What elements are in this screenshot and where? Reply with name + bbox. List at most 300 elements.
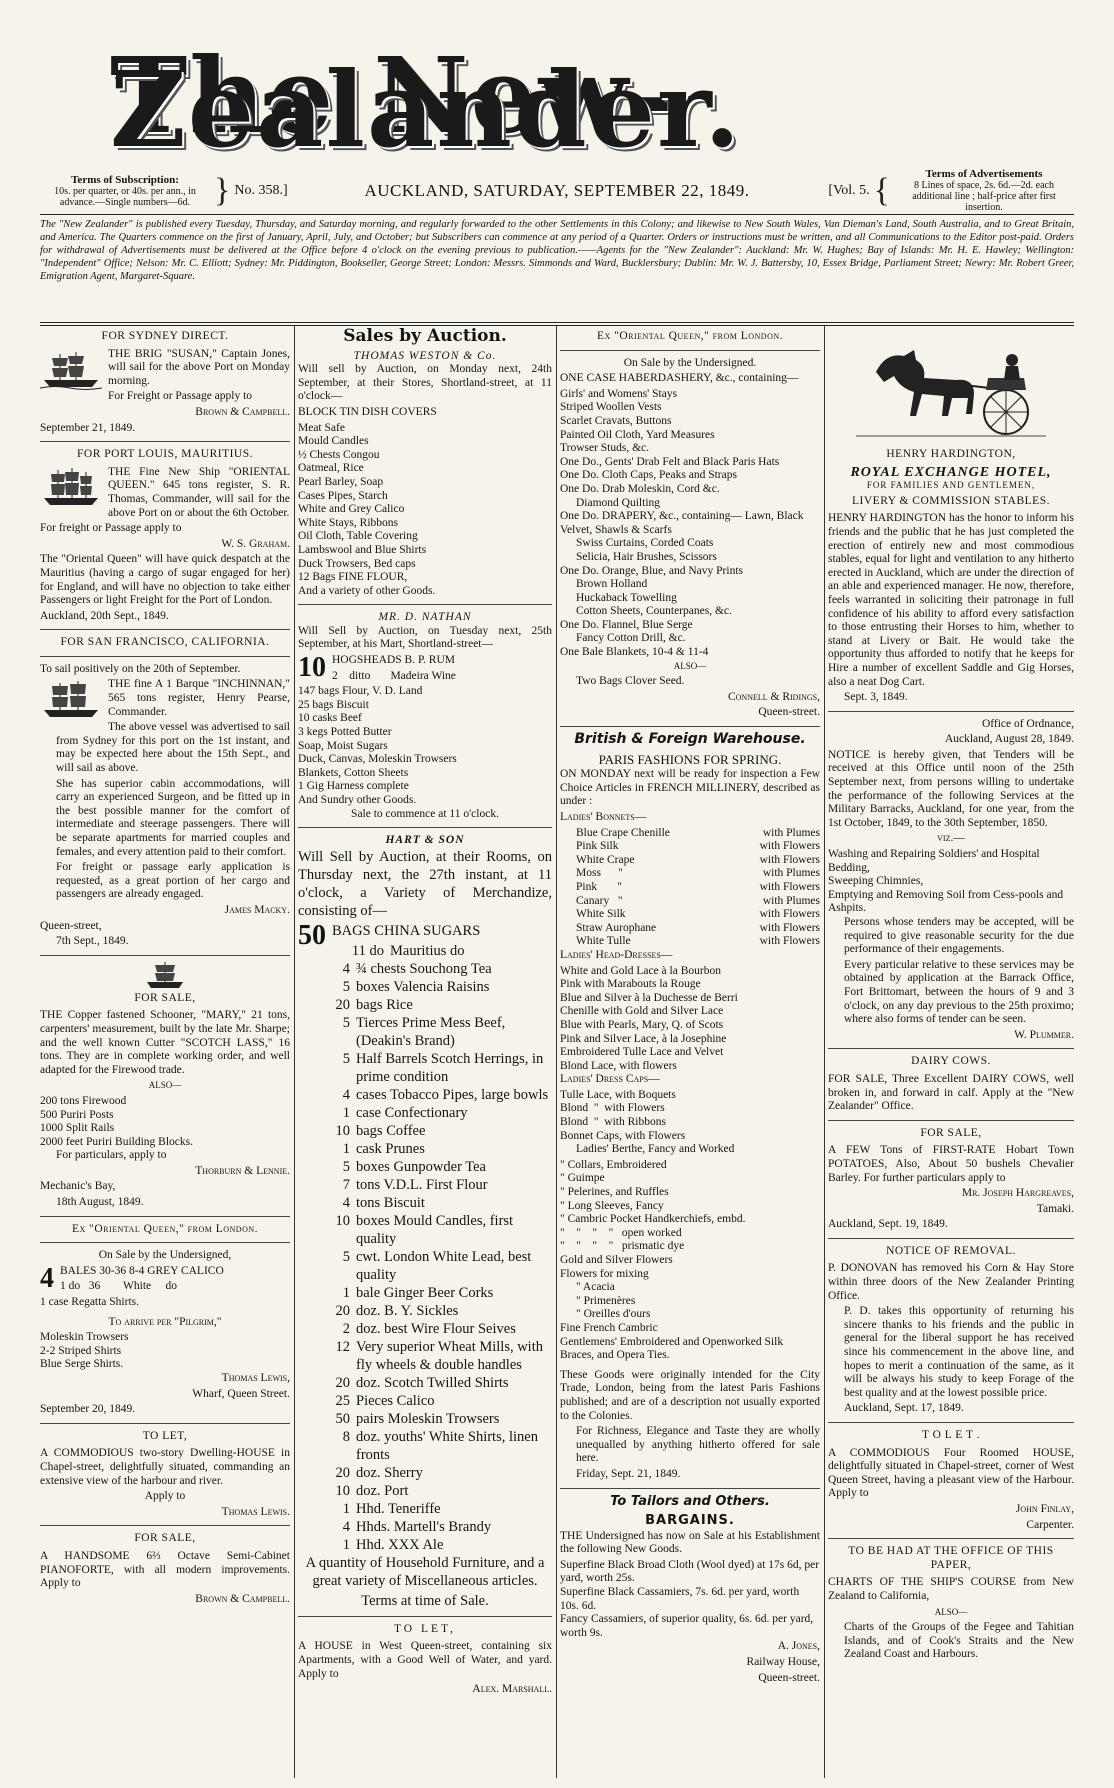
divider [40, 656, 290, 657]
list-item: Chenille with Gold and Silver Lace [560, 1005, 724, 1018]
list-item: 2-2 Striped Shirts [40, 1344, 122, 1357]
list-item: " Oreilles d'ours [576, 1308, 651, 1321]
item-text: cask Prunes [356, 1140, 425, 1157]
list-item: Painted Oil Cloth, Yard Measures [560, 428, 715, 441]
dairy-heading: DAIRY COWS. [911, 1055, 991, 1068]
item-detail: with Flowers [759, 921, 820, 934]
item-text: bags Coffee [356, 1122, 426, 1139]
item-detail: with Flowers [759, 880, 820, 893]
berthe-list [560, 1159, 820, 1254]
haber-address: Queen-street. [758, 706, 820, 719]
ordnance-office: Office of Ordnance, [981, 717, 1074, 730]
divider [828, 1048, 1074, 1049]
sale-agent: Thorburn & Lennie. [195, 1164, 290, 1177]
list-item: 10 casks Beef [298, 712, 362, 725]
tolet-heading: T O L E T . [921, 1429, 981, 1441]
hart-items [298, 942, 552, 1554]
list-item [576, 827, 820, 841]
item-detail: with Flowers [759, 908, 820, 921]
list-item: Lambswool and Blue Shirts [298, 543, 427, 556]
item-qty: 5 [342, 1014, 350, 1031]
divider [828, 1538, 1074, 1539]
list-item [576, 854, 820, 868]
hart-terms: Terms at time of Sale. [361, 1592, 489, 1609]
piano-body: A HANDSOME 6⅔ Octave Semi-Cabinet PIANOFORTE, with all modern improvements. Apply to [40, 1549, 290, 1590]
nathan-intro: Will Sell by Auction, on Tuesday next, 25th September, at his Mart, Shortland-street— [298, 624, 552, 651]
item-detail: with Flowers [759, 935, 820, 948]
list-item [576, 908, 820, 922]
item-name: Straw Aurophane [576, 921, 657, 934]
divider [40, 214, 1074, 215]
list-item [576, 867, 820, 881]
potatoes-body: A FEW Tons of FIRST-RATE Hobart Town POTATOES, Also, About 50 bushels Chevalier Barley. For further particulars apply to [828, 1144, 1074, 1184]
bfw-subheading: PARIS FASHIONS FOR SPRING. [598, 751, 782, 767]
potatoes-heading: FOR SALE, [920, 1126, 982, 1139]
list-item: White Stays, Ribbons [298, 516, 398, 529]
item-qty: 2 [342, 1320, 350, 1337]
ordnance-body: NOTICE is hereby given, that Tenders will be received at this Office until noon of the 25th September next, from persons willing to undertake the performance of the following Services at the Military Barracks, Auckland, for one year, from the 1st October, 1849, to the 30th September, 1850. [828, 748, 1074, 829]
terms-advertisements-title: Terms of Advertisements [925, 168, 1043, 180]
terms-advertisements-text: 8 Lines of space, 2s. 6d.—2d. each additional line ; half-price after first insertion. [912, 180, 1056, 213]
list-item [298, 1482, 552, 1500]
item-text: cwt. London White Lead, best quality [356, 1248, 532, 1283]
item-qty: 7 [342, 1176, 350, 1193]
item-qty: 20 [335, 1302, 350, 1319]
tailors-house: Railway House, [746, 1656, 820, 1669]
sf-address: Queen-street, [40, 919, 102, 932]
divider [298, 1616, 552, 1617]
list-item: " Guimpe [560, 1172, 605, 1185]
lewis-sub: On Sale by the Undersigned, [98, 1249, 232, 1262]
lewis-line-2: 1 do 36 White do [60, 1280, 178, 1293]
list-item [298, 1248, 552, 1284]
lewis-address: Wharf, Queen Street. [192, 1387, 290, 1400]
item-text: Hhd. Teneriffe [356, 1500, 441, 1517]
hotel-name: ROYAL EXCHANGE HOTEL, [850, 464, 1052, 480]
item-qty: 4 [342, 1518, 350, 1535]
item-qty: 20 [335, 1464, 350, 1481]
item-qty: 4 [342, 1086, 350, 1103]
divider [40, 1216, 290, 1217]
mauritius-agent: W. S. Graham. [221, 537, 290, 550]
item-text: tons Biscuit [356, 1194, 425, 1211]
lewis-line-1: BALES 30-36 8-4 GREY CALICO [60, 1264, 224, 1277]
sydney-agent: Brown & Campbell. [195, 405, 290, 418]
publication-notice: The "New Zealander" is published every Tuesday, Thursday, and Saturday morning, and regularly forwarded to the other Settlements in this Colony; and likewise to New South Wales, Van Dieman's Land, South Australia, and to Great Britain, and America. The Quarters commence on the first of January, April, July, and October; but Subscribers can commence at any period of a Quarter. Orders or instructions must be written, and all Communications to the Editor post-paid. Orders for withdrawal of Advertisements must be delivered at the Office before 4 o'clock on the evening previous to publication.——Agents for the "New Zealander": Auckland: Mr. W. Hughes; Bay of Islands: Mr. H. E. Hawley; Wellington: "Independent" Office; Nelson: Mr. C. Elliott; Sydney: Mr. Piddington, Bookseller, George Street; London: Messrs. Simmonds and Ward, Bucklersbury; Dublin: Mr. W. J. Battersby, 10, Essex Bridge, Parliament Street; Newry: Mr. Robert Greer, Emigration Agent, Margaret-Square. [40, 219, 1074, 282]
headdress-heading: Ladies' Head-Dresses— [560, 948, 673, 961]
haber-first: ONE CASE HABERDASHERY, &c., containing— [560, 372, 799, 385]
terms-subscription-title: Terms of Subscription: [71, 173, 179, 186]
list-item: Blond Lace, with flowers [560, 1059, 677, 1072]
item-text: Hhds. Martell's Brandy [356, 1518, 492, 1535]
list-item: One Do. Cloth Caps, Peaks and Straps [560, 469, 737, 482]
removal-date: Auckland, Sept. 17, 1849. [844, 1402, 964, 1415]
mauritius-note: The "Oriental Queen" will have quick despatch at the Mauritius (having a cargo of sugar engaged for her) for England, and will have no objection to take either Passengers or light Freight for the Port of London. [40, 553, 290, 607]
dateline [40, 170, 1074, 212]
list-item: Tulle Lace, with Boquets [560, 1088, 676, 1101]
nathan-items [298, 685, 552, 807]
mauritius-heading: FOR PORT LOUIS, MAURITIUS. [77, 448, 253, 461]
haber-sub: On Sale by the Undersigned. [623, 356, 757, 369]
item-text: case Confectionary [356, 1104, 468, 1121]
removal-body: P. DONOVAN has removed his Corn & Hay Store within three doors of the New Zealander Printing Office. [828, 1262, 1074, 1302]
list-item: Pink with Marabouts la Rouge [560, 978, 701, 991]
bfw-paragraph-1: These Goods were originally intended for the City Trade, London, being from the latest Paris Fashions published; and are of a description not usually exported to the Colonies. [560, 1368, 820, 1422]
item-text: cases Tobacco Pipes, large bowls [356, 1086, 549, 1103]
weston-items [298, 422, 552, 599]
divider [298, 827, 552, 828]
list-item: Gentlemens' Embroidered and Openworked Silk Braces, and Opera Ties. [560, 1335, 784, 1362]
list-item: Blue Serge Shirts. [40, 1358, 124, 1371]
tolet-agent: Alex. Marshall. [472, 1683, 552, 1696]
item-text: doz. Scotch Twilled Shirts [356, 1374, 509, 1391]
haber-lines [560, 456, 820, 660]
haber-tail: Two Bags Clover Seed. [576, 675, 685, 688]
sf-paragraph-1: The above vessel was advertised to sail from Sydney for this port on the 1st instant, and may be expected here about the 15th Sept., and will sail as above. [56, 721, 290, 775]
potatoes-agent: Mr. Joseph Hargreaves, [961, 1187, 1074, 1200]
column-3 [560, 328, 820, 1778]
item-qty: 5 [342, 1248, 350, 1265]
nathan-first: HOGSHEADS B. P. RUM [332, 654, 456, 667]
list-item: Emptying and Removing Soil from Cess-pools and Ashpits. [828, 888, 1064, 915]
mauritius-date: Auckland, 20th Sept., 1849. [40, 609, 169, 622]
list-item: 147 bags Flour, V. D. Land [298, 685, 423, 698]
list-item [298, 1536, 552, 1554]
column-4 [828, 328, 1074, 1778]
list-item: And a variety of other Goods. [298, 584, 436, 597]
column-rule [556, 326, 557, 1778]
list-item: One Do. DRAPERY, &c., containing— Lawn, Black Velvet, Shawls & Scarfs [560, 510, 804, 536]
piano-agent: Brown & Campbell. [195, 1592, 290, 1605]
list-item: Bonnet Caps, with Flowers [560, 1129, 686, 1142]
list-item: Blond " with Flowers [560, 1102, 665, 1115]
list-item [298, 1428, 552, 1464]
item-text: boxes Valencia Raisins [356, 978, 490, 995]
let-heading: TO LET, [142, 1429, 188, 1442]
list-item: 200 tons Firewood [40, 1094, 127, 1107]
divider [40, 1423, 290, 1424]
list-item: One Bale Blankets, 10-4 & 11-4 [560, 646, 709, 659]
item-name: White Silk [576, 908, 626, 921]
let-agent: Thomas Lewis. [221, 1505, 290, 1518]
list-item: Brown Holland [576, 578, 648, 591]
hotel-date: Sept. 3, 1849. [844, 691, 908, 704]
list-item: Huckaback Towelling [576, 591, 677, 604]
removal-paragraph-2: P. D. takes this opportunity of returning his sincere thanks to his friends and the public in general for the liberal support he has received since his commencement in the above line, and hopes to merit a continuation of the same, as it will be always his study to keep Forage of the best quality and at the lowest possible price. [844, 1305, 1074, 1399]
item-text: Tierces Prime Mess Beef, (Deakin's Brand) [356, 1014, 506, 1049]
list-item [298, 1122, 552, 1140]
sf-paragraph-3: For freight or passage early application is requested, as a great portion of her cargo and passengers are already engaged. [56, 861, 290, 901]
caps-heading: Ladies' Dress Caps— [560, 1073, 660, 1086]
bfw-paragraph-2: For Richness, Elegance and Taste they are wholly unequalled by anything hitherto offered for sale here. [576, 1425, 820, 1465]
tailors-agent: A. Jones, [777, 1640, 820, 1653]
mauritius-apply: For freight or Passage apply to [40, 522, 182, 535]
list-item: Cases Pipes, Starch [298, 489, 388, 502]
drop-number: 4 [40, 1262, 54, 1294]
column-1 [40, 328, 290, 1778]
list-item [298, 1104, 552, 1122]
haber-also: ALSO— [673, 660, 707, 671]
item-text: doz. youths' White Shirts, linen fronts [356, 1428, 538, 1463]
list-item: Washing and Repairing Soldiers' and Hospital Bedding, [828, 848, 1040, 874]
divider [560, 726, 820, 727]
charts-heading: TO BE HAD AT THE OFFICE OF THIS PAPER, [848, 1545, 1054, 1571]
item-qty: 4 [342, 960, 350, 977]
let-body: A COMMODIOUS two-story Dwelling-HOUSE in Chapel-street, delightfully situated, commanding an extensive view of the harbour and river. [40, 1447, 290, 1487]
list-item [298, 1320, 552, 1338]
list-item [298, 1464, 552, 1482]
list-item [576, 895, 820, 909]
list-item [576, 922, 820, 936]
berthe-heading: Ladies' Berthe, Fancy and Worked [576, 1143, 735, 1156]
list-item: Superfine Black Broad Cloth (Wool dyed) at 17s 6d, per yard, worth 25s. [560, 1558, 820, 1585]
divider [560, 350, 820, 351]
list-item: 500 Puriri Posts [40, 1108, 114, 1121]
terms-advertisements [894, 169, 1074, 213]
item-detail: with Flowers [759, 853, 820, 866]
item-detail: with Plumes [762, 894, 820, 907]
let-apply: Apply to [144, 1490, 186, 1503]
list-item: 3 kegs Potted Butter [298, 726, 392, 739]
item-text: bale Ginger Beer Corks [356, 1284, 494, 1301]
sydney-body: THE BRIG "SUSAN," Captain Jones, will sail for the above Port on Monday morning. [108, 347, 290, 387]
bonnets-heading: Ladies' Bonnets— [560, 811, 647, 823]
item-qty: 11 do [351, 942, 384, 959]
sale-also: ALSO— [148, 1080, 182, 1091]
list-item: ½ Chests Congou [298, 448, 380, 461]
hart-first: BAGS CHINA SUGARS [332, 922, 481, 939]
list-item: Duck Trowsers, Bed caps [298, 557, 416, 570]
list-item: Duck, Canvas, Moleskin Trowsers [298, 753, 457, 766]
list-item: Pearl Barley, Soap [298, 475, 384, 488]
list-item: Blond " with Ribbons [560, 1116, 666, 1129]
sale-address: Mechanic's Bay, [40, 1180, 116, 1193]
divider [828, 1422, 1074, 1423]
ship-icon [40, 350, 102, 390]
ordnance-paragraph-3: Every particular relative to these services may be obtained by application at the Barrack Office, Fort Brittomart, between the hours of 9 and 3 o'clock, on any day previous to the 25th proximo; where also forms of tender can be seen. [844, 958, 1074, 1026]
item-text: Hhd. XXX Ale [356, 1536, 444, 1553]
list-item: " Primenères [576, 1294, 636, 1307]
charts-tail: Charts of the Groups of the Fegee and Tahitian Islands, and of Cook's Straits and the New Zealand Coast and Harbours. [844, 1621, 1074, 1661]
item-detail: with Flowers [759, 840, 820, 853]
dairy-body: FOR SALE, Three Excellent DAIRY COWS, well broken in, and forward in calf. Apply at the "New Zealander" Office. [828, 1072, 1074, 1113]
tolet-trade: Carpenter. [1026, 1518, 1074, 1531]
item-text: Half Barrels Scotch Herrings, in prime condition [356, 1050, 544, 1085]
list-item [298, 996, 552, 1014]
divider [828, 1120, 1074, 1121]
list-item [298, 1374, 552, 1392]
list-item: Oil Cloth, Table Covering [298, 530, 418, 543]
list-item: One Do. Orange, Blue, and Navy Prints [560, 564, 744, 577]
ordnance-agent: W. Plummer. [1014, 1028, 1074, 1041]
list-item: Blue with Pearls, Mary, Q. of Scots [560, 1018, 724, 1031]
sf-paragraph-2: She has superior cabin accommodations, will carry an experienced Surgeon, and be fitted up in the best possible manner for the comfort of intermediate and steerage passengers. There will be separate apartments for married couples and females, and every attention paid to their comfort. [56, 777, 290, 858]
item-qty: 50 [335, 1410, 350, 1427]
list-item [298, 1014, 552, 1050]
weston-first: BLOCK TIN DISH COVERS [298, 405, 437, 418]
list-item [298, 960, 552, 978]
tailors-address: Queen-street. [758, 1671, 820, 1684]
list-item [298, 1212, 552, 1248]
list-item: Moleskin Trowsers [40, 1331, 129, 1344]
list-item: Trowser Studs, &c. [560, 442, 650, 455]
item-text: Pieces Calico [356, 1392, 435, 1409]
divider [40, 629, 290, 630]
horse-and-gig-icon [856, 332, 1046, 442]
divider [40, 325, 1074, 326]
lewis-items [40, 1331, 290, 1372]
sales-heading: Sales by Auction. [343, 328, 507, 346]
column-rule [824, 326, 825, 1778]
sydney-date: September 21, 1849. [40, 421, 136, 434]
item-text: Mauritius do [390, 942, 465, 959]
list-item: " Cambric Pocket Handkerchiefs, embd. [560, 1213, 746, 1226]
item-qty: 8 [342, 1428, 350, 1445]
sydney-heading: FOR SYDNEY DIRECT. [101, 330, 229, 342]
nathan-close: Sale to commence at 11 o'clock. [351, 807, 499, 820]
weston-heading: THOMAS WESTON & Co. [353, 349, 497, 362]
headdress-list [560, 965, 820, 1074]
mauritius-body: THE Fine New Ship "ORIENTAL QUEEN." 645 tons register, S. R. Thomas, Commander, will sail for the above Port on or about the 6th October. [108, 465, 290, 519]
list-item: Gold and Silver Flowers [560, 1254, 673, 1266]
item-text: doz. Sherry [356, 1464, 423, 1481]
hotel-stables: LIVERY & COMMISSION STABLES. [852, 494, 1050, 507]
bonnets-list [560, 827, 820, 949]
item-qty: 5 [342, 978, 350, 995]
list-item: Pink and Silver Lace, à la Josephine [560, 1032, 727, 1045]
tailors-body: THE Undersigned has now on Sale at his Establishment the following New Goods. [560, 1529, 820, 1556]
list-item [298, 1500, 552, 1518]
sf-intro: To sail positively on the 20th of September. [40, 662, 241, 675]
bfw-intro: ON MONDAY next will be ready for inspection a Few Choice Articles in FRENCH MILLINERY, described as under : [560, 768, 820, 808]
ordnance-date: Auckland, August 28, 1849. [944, 733, 1074, 746]
list-item: " Pelerines, and Ruffles [560, 1186, 669, 1199]
list-item: Flowers for mixing [560, 1267, 649, 1280]
charts-also: ALSO— [934, 1606, 968, 1617]
item-name: White Tulle [576, 935, 631, 948]
list-item [298, 1302, 552, 1320]
list-item: " Collars, Embroidered [560, 1158, 667, 1171]
potatoes-date: Auckland, Sept. 19, 1849. [828, 1218, 948, 1231]
hotel-proprietor: HENRY HARDINGTON, [886, 448, 1016, 460]
item-qty: 10 [335, 1122, 350, 1139]
terms-subscription [40, 175, 210, 208]
list-item: Striped Woollen Vests [560, 401, 662, 414]
list-item: Fancy Cassamiers, of superior quality, 6s. 6d. per yard, worth 9s. [560, 1613, 814, 1639]
column-2 [298, 328, 552, 1778]
tolet-heading: TO LET, [393, 1622, 457, 1635]
list-item: Selicia, Hair Brushes, Scissors [576, 550, 717, 563]
item-detail: with Plumes [762, 867, 820, 880]
nathan-line-2: 2 ditto Madeira Wine [332, 669, 456, 682]
list-item: Scarlet Cravats, Buttons [560, 414, 672, 427]
sale-date: 18th August, 1849. [56, 1196, 144, 1209]
potatoes-place: Tamaki. [1036, 1202, 1074, 1215]
item-qty: 1 [342, 1500, 350, 1517]
volume: [Vol. 5. [828, 183, 870, 199]
item-qty: 1 [342, 1536, 350, 1553]
item-text: doz. B. Y. Sickles [356, 1302, 459, 1319]
lewis-arrive: To arrive per "Pilgrim," [108, 1315, 222, 1328]
bfw-heading: British & Foreign Warehouse. [574, 731, 806, 748]
item-text: pairs Moleskin Trowsers [356, 1410, 500, 1427]
issue-number: No. 358.] [234, 183, 288, 199]
list-item: White and Gold Lace à la Bourbon [560, 964, 721, 977]
item-qty: 1 [342, 1140, 350, 1157]
ship-icon [40, 468, 102, 508]
list-item: 1000 Split Rails [40, 1122, 115, 1135]
list-item [298, 1050, 552, 1086]
masthead-title: The New-Zealander. [110, 34, 743, 171]
list-item [298, 1518, 552, 1536]
terms-subscription-text: 10s. per quarter, or 40s. per ann., in advance.—Single numbers—6d. [54, 185, 196, 208]
masthead [110, 34, 1010, 171]
sf-agent: James Macky. [224, 903, 290, 916]
item-qty: 20 [335, 1374, 350, 1391]
sale-body: THE Copper fastened Schooner, "MARY," 21 tons, carpenters' measurement, built by the late Mr. Sharpe; and the well known Cutter "SCOTCH LASS," 16 tons. They are in complete working order, and well adapted for the Firewood trade. [40, 1009, 290, 1076]
list-item: And Sundry other Goods. [298, 794, 417, 806]
divider [40, 955, 290, 956]
item-text: doz. best Wire Flour Seives [356, 1320, 516, 1337]
lewis-heading: Ex "Oriental Queen," from London. [71, 1222, 259, 1235]
divider [40, 322, 1074, 323]
list-item [298, 1140, 552, 1158]
caps-list [560, 1089, 820, 1143]
item-qty: 20 [335, 996, 350, 1013]
list-item: Fine French Cambric [560, 1321, 658, 1334]
ordnance-viz: viz.— [937, 832, 965, 845]
list-item: One Do. Drab Moleskin, Cord &c. [560, 482, 720, 495]
list-item [298, 1284, 552, 1302]
list-item: One Do., Gents' Drab Felt and Black Paris Hats [560, 455, 780, 468]
list-item: Swiss Curtains, Corded Coats [576, 537, 714, 550]
tolet-body: A HOUSE in West Queen-street, containing six Apartments, with a Good Well of Water, and yard. Apply to [298, 1640, 552, 1680]
ordnance-items [828, 848, 1074, 916]
item-qty: 1 [342, 1284, 350, 1301]
item-qty: 25 [335, 1392, 350, 1409]
charts-body: CHARTS OF THE SHIP'S COURSE from New Zealand to California, [828, 1576, 1074, 1602]
weston-intro: Will sell by Auction, on Monday next, 24th September, at their Stores, Shortland-street, at 11 o'clock— [298, 363, 552, 403]
item-text: boxes Gunpowder Tea [356, 1158, 486, 1175]
divider [828, 711, 1074, 712]
tailors-heading: To Tailors and Others. [610, 1493, 770, 1509]
hotel-body: HENRY HARDINGTON has the honor to inform his friends and the public that he has just completed the erection of entirely new and most commodious stables, equal for light and ventilation to any hitherto erected in Auckland, which are under the direction of an able and experienced manager. He now, therefore, feels warranted in soliciting their patronage in full confidence of his ability to afford every satisfaction to those entrusting their Horses to him, whether to stand at Livery or Bait. He would take the opportunity thus afforded to notify that he keeps for Hire a number of excellent Saddle and Gig Horses, also a neat Dog Cart. [828, 512, 1074, 688]
list-item: Soap, Moist Sugars [298, 739, 388, 752]
list-item [298, 1086, 552, 1104]
list-item: " Long Sleeves, Fancy [560, 1199, 664, 1212]
list-item: Oatmeal, Rice [298, 462, 364, 475]
tailors-items [560, 1559, 820, 1641]
divider [560, 1488, 820, 1489]
list-item: Blankets, Cotton Sheets [298, 766, 409, 779]
item-qty: 1 [342, 1104, 350, 1121]
list-item [298, 1158, 552, 1176]
list-item: Cotton Sheets, Counterpanes, &c. [576, 605, 732, 618]
sydney-apply: For Freight or Passage apply to [108, 390, 253, 403]
ordnance-paragraph-2: Persons whose tenders may be accepted, will be required to give reasonable security for the due performance of their engagements. [844, 916, 1074, 956]
list-item: Sweeping Chimnies, [828, 875, 924, 888]
list-item: Meat Safe [298, 421, 345, 434]
list-item [298, 1392, 552, 1410]
item-qty: 5 [342, 1158, 350, 1175]
list-item: Embroidered Tulle Lace and Velvet [560, 1046, 724, 1059]
sale-items [40, 1095, 290, 1149]
item-text: Very superior Wheat Mills, with fly wheels & double handles [356, 1338, 543, 1373]
list-item: " " " " open worked [560, 1226, 682, 1239]
item-text: bags Rice [356, 996, 413, 1013]
item-name: Canary " [576, 894, 623, 907]
list-item [576, 840, 820, 854]
